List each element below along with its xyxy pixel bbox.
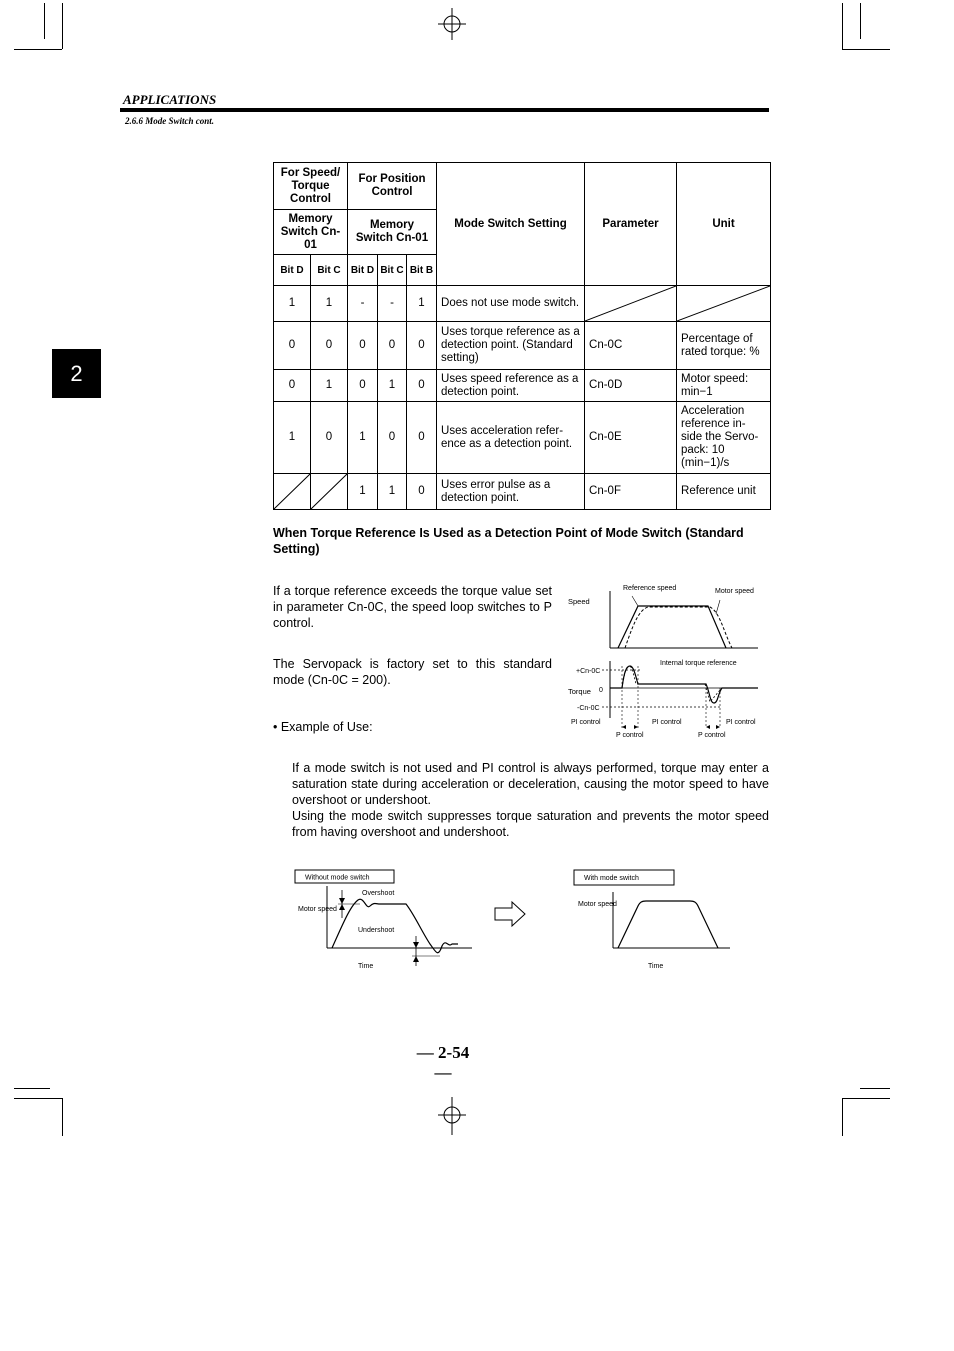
header-bit: Bit D [274,255,311,286]
minus-cn0c-label: -Cn-0C [577,705,600,712]
table-cell: 0 [274,322,311,370]
header-unit: Unit [677,163,771,286]
table-cell-setting: Uses torque reference as a detection point. (Standard setting) [437,322,585,370]
header-parameter: Parameter [585,163,677,286]
table-cell: 1 [378,370,407,402]
registration-mark-top [436,8,468,40]
chapter-tab: 2 [52,349,101,398]
undershoot-label: Undershoot [358,927,395,934]
paragraph: If a mode switch is not used and PI control is always performed, torque may enter a saturation state during acceleration or deceleration, causing the motor speed to have overshoot or undershoot. [292,761,769,807]
arrow-right-icon [492,900,528,928]
without-mode-switch-diagram [290,866,490,974]
motor-speed-label: Motor speed [298,906,337,913]
pi-control-label: PI control [652,719,682,726]
header-speed-torque: For Speed/ Torque Control [274,163,348,210]
paragraph: The Servopack is factory set to this standard mode (Cn-0C = 200). [273,657,552,687]
table-cell: 1 [348,402,378,474]
internal-torque-label: Internal torque reference [660,660,737,667]
table-cell-unit: Acceleration reference in-side the Servo-pack: 10 (min−1)/s [677,402,771,474]
header-mode-switch-setting: Mode Switch Setting [437,163,585,286]
table-cell-setting: Uses speed reference as a detection point. [437,370,585,402]
header-bit: Bit C [311,255,348,286]
table-cell: - [348,286,378,322]
table-cell: 0 [311,402,348,474]
header-position: For Position Control [348,163,437,210]
header-bit: Bit B [407,255,437,286]
mode-switch-table [273,162,771,510]
speed-axis-label: Speed [568,597,590,606]
torque-speed-diagram [560,578,770,740]
time-label: Time [358,963,374,970]
with-mode-switch-title: With mode switch [584,875,639,882]
table-cell: 0 [274,370,311,402]
pi-control-label: PI control [571,719,601,726]
time-label: Time [648,963,664,970]
section-title: APPLICATIONS [123,92,217,107]
header-bit: Bit D [348,255,378,286]
table-cell: 0 [348,370,378,402]
table-cell: 0 [378,402,407,474]
table-cell: 0 [407,370,437,402]
zero-label: 0 [599,687,603,694]
table-cell-unit: Motor speed: min−1 [677,370,771,402]
table-cell: - [378,286,407,322]
table-cell-empty [274,474,311,510]
table-row [274,286,771,322]
motor-speed-label: Motor speed [578,901,617,908]
table-row [274,370,771,402]
plus-cn0c-label: +Cn-0C [576,668,601,675]
without-mode-switch-title: Without mode switch [305,874,370,882]
table-cell: 0 [407,402,437,474]
table-cell-setting: Uses acceleration refer-ence as a detection point. [437,402,585,474]
subsection-label: 2.6.6 Mode Switch cont. [125,116,215,126]
registration-mark-bottom [436,1097,468,1135]
table-row [274,322,771,370]
motor-speed-label: Motor speed [715,588,754,595]
table-cell: 1 [407,286,437,322]
table-cell: 0 [407,322,437,370]
table-cell: 1 [274,402,311,474]
table-cell: 0 [311,322,348,370]
header-rule [120,108,769,112]
page-number: — 2-54 — [416,1043,470,1082]
with-mode-switch-diagram [570,866,740,974]
table-cell-parameter: Cn-0C [585,322,677,370]
table-cell: 0 [348,322,378,370]
table-cell-setting: Does not use mode switch. [437,286,585,322]
table-cell-unit: Percentage of rated torque: % [677,322,771,370]
torque-axis-label: Torque [568,687,591,696]
table-cell-empty [677,286,771,322]
table-cell: 1 [311,286,348,322]
paragraph: Using the mode switch suppresses torque saturation and prevents the motor speed from having overshoot and undershoot. [292,809,769,839]
table-cell: 1 [311,370,348,402]
pi-control-label: PI control [726,719,756,726]
table-row [274,474,771,510]
table-cell-parameter: Cn-0F [585,474,677,510]
header-bit: Bit C [378,255,407,286]
header-memory-switch-speed: Memory Switch Cn-01 [274,210,348,255]
table-cell-parameter: Cn-0D [585,370,677,402]
paragraph: If a torque reference exceeds the torque value set in parameter Cn-0C, the speed loop switches to P control. [273,584,552,630]
table-cell-parameter: Cn-0E [585,402,677,474]
table-cell-unit: Reference unit [677,474,771,510]
table-cell: 0 [407,474,437,510]
example-label: • Example of Use: [273,720,373,734]
reference-speed-label: Reference speed [623,585,677,592]
table-cell: 1 [274,286,311,322]
p-control-label: P control [616,732,644,739]
header-memory-switch-position: Memory Switch Cn-01 [348,210,437,255]
table-row [274,402,771,474]
table-cell-empty [585,286,677,322]
table-cell: 1 [378,474,407,510]
section-heading: When Torque Reference Is Used as a Detection Point of Mode Switch (Standard Setting) [273,526,744,556]
table-cell: 1 [348,474,378,510]
overshoot-label: Overshoot [362,890,395,897]
p-control-label: P control [698,732,726,739]
table-cell-empty [311,474,348,510]
table-cell-setting: Uses error pulse as a detection point. [437,474,585,510]
table-cell: 0 [378,322,407,370]
